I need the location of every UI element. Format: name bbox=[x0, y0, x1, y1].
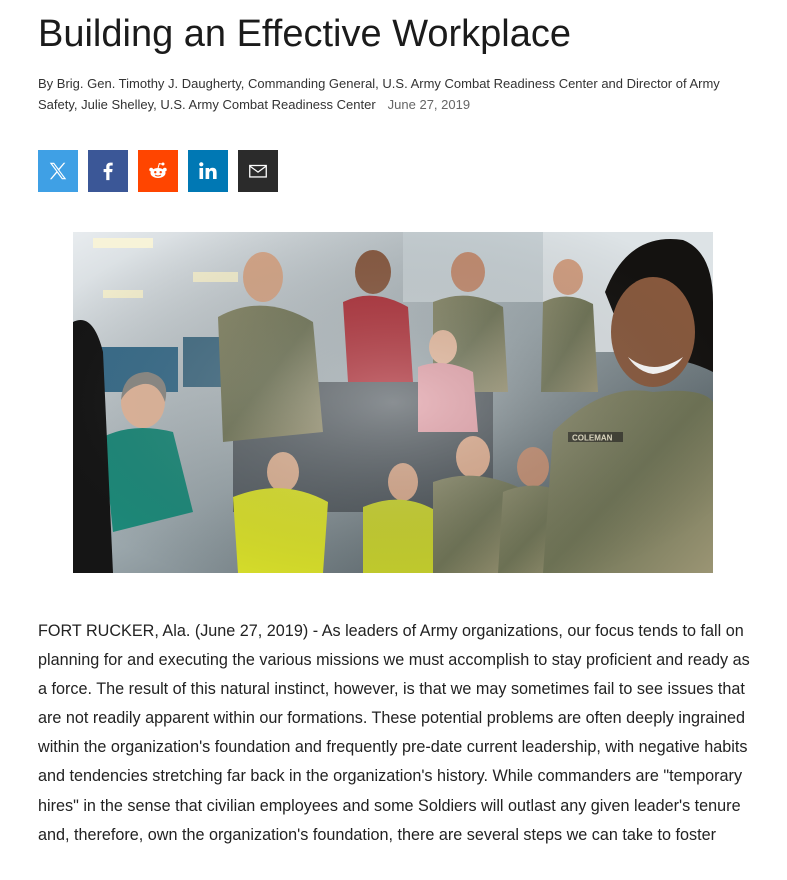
x-logo-icon bbox=[47, 160, 69, 182]
linkedin-logo-icon bbox=[196, 159, 220, 183]
article-body bbox=[38, 617, 753, 850]
photo-collage bbox=[73, 232, 713, 573]
reddit-logo-icon bbox=[146, 159, 170, 183]
byline bbox=[38, 73, 753, 115]
share-email-button[interactable] bbox=[238, 150, 278, 192]
hero-image bbox=[73, 232, 713, 573]
share-reddit-button[interactable] bbox=[138, 150, 178, 192]
envelope-icon bbox=[247, 160, 269, 182]
share-bar bbox=[38, 150, 278, 192]
share-x-button[interactable] bbox=[38, 150, 78, 192]
share-facebook-button[interactable] bbox=[88, 150, 128, 192]
facebook-logo-icon bbox=[97, 160, 119, 182]
body-paragraph: FORT RUCKER, Ala. (June 27, 2019) - As leaders of Army organizations, our focus tends to fall on planning for and executing the various missions we must accomplish to stay proficient and ready as a force. The result of this natural instinct, however, is that we may sometimes fail to see issues that are not readily apparent within our formations. These potential problems are often deeply ingrained within the organization's foundation and frequently pre-date current leadership, with negative habits and tendencies stretching far back in the organization's history. While commanders are "temporary hires" in the sense that civilian employees and some Soldiers will outlast any given leader's tenure and, therefore, own the organization's foundation, there are several steps we can take to foster bbox=[38, 622, 750, 844]
publish-date: June 27, 2019 bbox=[387, 97, 471, 112]
share-linkedin-button[interactable] bbox=[188, 150, 228, 192]
byline-authors: By Brig. Gen. Timothy J. Daugherty, Commanding General, U.S. Army Combat Readiness Center and Director of Army Safety, Julie Shelley, U.S. Army Combat Readiness Center bbox=[38, 76, 720, 112]
article-title: Building an Effective Workplace bbox=[38, 13, 572, 55]
